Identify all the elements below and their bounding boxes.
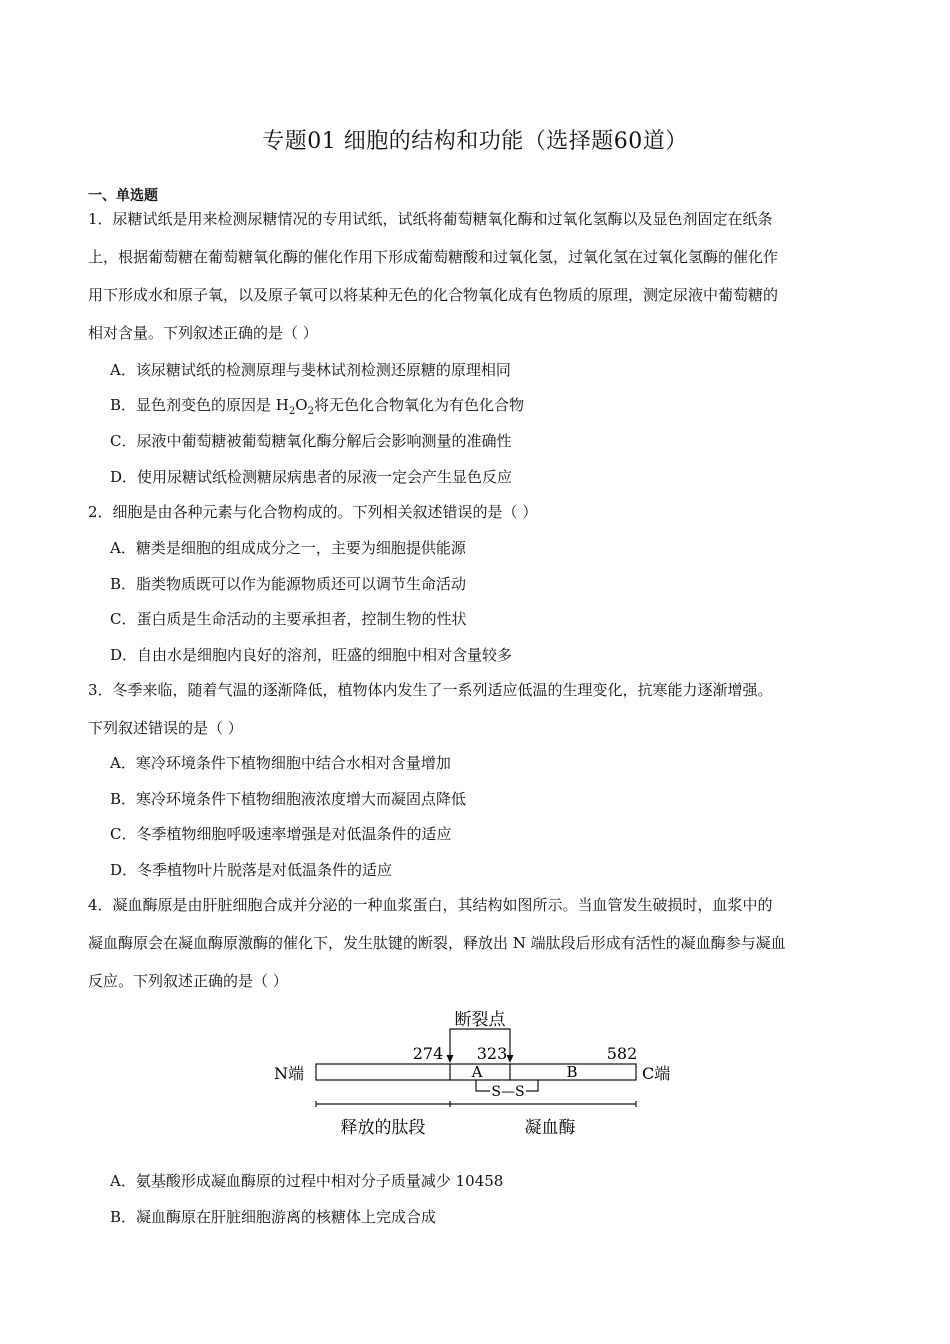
q3-option-c: C．冬季植物细胞呼吸速率增强是对低温条件的适应 [110,825,452,843]
segment-b-label: B [566,1063,578,1081]
disulfide-bond-label: S—S [491,1084,525,1100]
n-terminus-label: N端 [274,1064,305,1083]
arrowhead-323 [507,1055,514,1063]
c-terminus-label: C端 [642,1064,671,1083]
q3-option-b: B．寒冷环境条件下植物细胞液浓度增大而凝固点降低 [110,790,467,808]
thrombin-bracket [450,1101,636,1107]
document-title: 专题01 细胞的结构和功能（选择题60道） [262,129,688,154]
q1-option-b: B．显色剂变色的原因是 $H_2O_2$将无色化合物氧化为有色化合物 [110,396,524,417]
position-323: 323 [476,1044,508,1063]
q2-option-b: B．脂类物质既可以作为能源物质还可以调节生命活动 [110,575,467,593]
segment-a-label: A [471,1063,483,1081]
arrowhead-274 [447,1055,454,1063]
break-point-label: 断裂点 [454,1010,506,1030]
q1-option-c: C．尿液中葡萄糖被葡萄糖氧化酶分解后会影响测量的准确性 [110,432,512,450]
q2-line-1: 2．细胞是由各种元素与化合物构成的。下列相关叙述错误的是（ ） [88,503,538,521]
q2-option-c: C．蛋白质是生命活动的主要承担者，控制生物的性状 [110,610,467,628]
thrombin-label: 凝血酶 [524,1118,576,1138]
q1-option-a: A．该尿糖试纸的检测原理与斐林试剂检测还原糖的原理相同 [110,361,511,379]
q1-line-2: 上，根据葡萄糖在葡萄糖氧化酶的催化作用下形成葡萄糖酸和过氧化氢，过氧化氢在过氧化氢酶的催化作 [88,248,779,266]
q4-option-b: B．凝血酶原在肝脏细胞游离的核糖体上完成合成 [110,1208,437,1226]
released-peptide-label: 释放的肽段 [340,1118,426,1138]
q1-option-d: D．使用尿糖试纸检测糖尿病患者的尿液一定会产生显色反应 [110,468,513,486]
q4-line-2: 凝血酶原会在凝血酶原激酶的催化下，发生肽键的断裂，释放出 N 端肽段后形成有活性的凝血酶参与凝血 [88,934,786,952]
position-582: 582 [606,1044,638,1063]
q3-line-1: 3．冬季来临，随着气温的逐渐降低，植物体内发生了一系列适应低温的生理变化，抗寒能力逐渐增强。 [88,681,773,699]
released-peptide-bracket [316,1101,450,1107]
section-heading: 一、单选题 [88,188,158,204]
q3-line-2: 下列叙述错误的是（ ） [88,719,243,737]
q3-option-d: D．冬季植物叶片脱落是对低温条件的适应 [110,861,393,879]
position-274: 274 [412,1044,444,1063]
q4-option-a: A．氨基酸形成凝血酶原的过程中相对分子质量减少 10458 [110,1172,504,1190]
q3-option-a: A．寒冷环境条件下植物细胞中结合水相对含量增加 [110,754,451,772]
q1-line-1: 1．尿糖试纸是用来检测尿糖情况的专用试纸，试纸将葡萄糖氧化酶和过氧化氢酶以及显色剂固定在纸条 [88,210,773,228]
q4-line-3: 反应。下列叙述正确的是（ ） [88,972,288,990]
q2-option-d: D．自由水是细胞内良好的溶剂，旺盛的细胞中相对含量较多 [110,646,513,664]
q1-line-4: 相对含量。下列叙述正确的是（ ） [88,324,318,342]
prothrombin-diagram [270,1003,690,1143]
q4-line-1: 4．凝血酶原是由肝脏细胞合成并分泌的一种血浆蛋白，其结构如图所示。当血管发生破损时，血浆中的 [88,896,773,914]
q2-option-a: A．糖类是细胞的组成成分之一，主要为细胞提供能源 [110,539,466,557]
q1-line-3: 用下形成水和原子氧，以及原子氧可以将某种无色的化合物氧化成有色物质的原理，测定尿液中葡萄糖的 [88,286,779,304]
